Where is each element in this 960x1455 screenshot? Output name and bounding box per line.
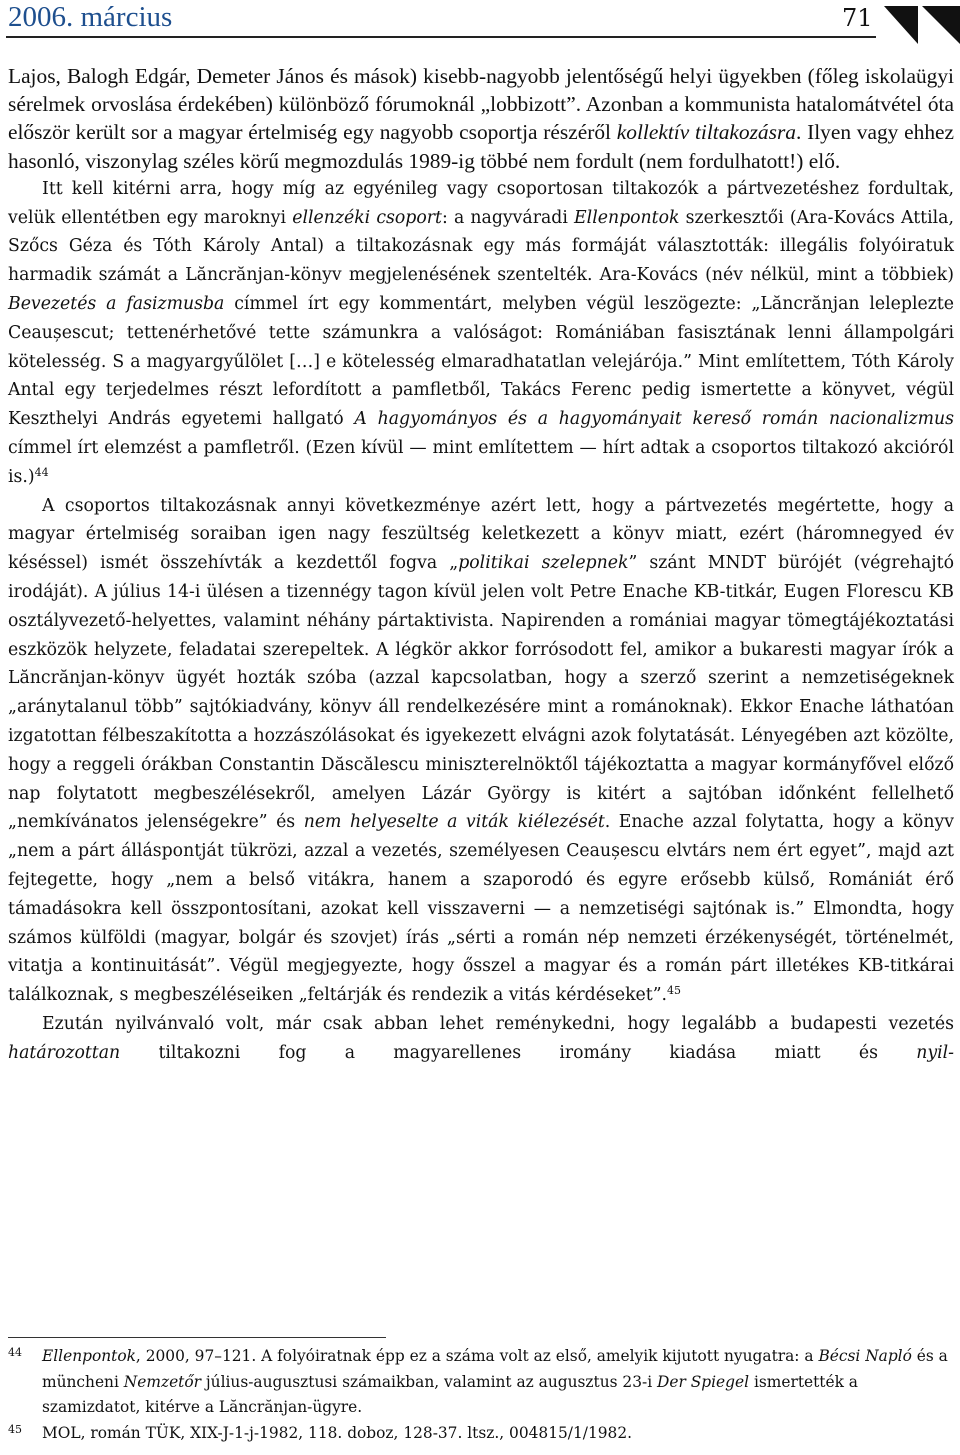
text: címmel írt egy kommentárt, melyben végül leszögezte: „Lăncrănjan leleplezte Ceaușescut; tettenérhetővé tette számunkra a valóságot: Romániában fasisztának lenni állampolgári kötelesség. S a magyargyűlölet […] e kötelesség elmaradhatatlan velejárója.” Mint említettem, Tóth Károly Antal egy terjedelmes részt lefordított a pamfletből, Takács Ferenc pedig ismertette a könyvet, végül Keszthelyi András egyetemi hallgató	[8, 294, 954, 430]
emphasis: határozottan	[8, 1042, 121, 1063]
emphasis: A hagyományos és a hagyományait kereső román nacionalizmus	[354, 409, 954, 430]
text: . Ilyen vagy ehhez hasonló, viszonylag széles körű megmozdulás 1989-ig többé nem fordult (nem fordulhatott!) elő.	[8, 120, 955, 173]
paragraph-4	[8, 1010, 954, 1068]
footnote-44	[8, 1344, 954, 1421]
running-header	[6, 0, 960, 48]
text: tiltakozni fog a magyarellenes iromány kiadása miatt és	[120, 1042, 917, 1063]
emphasis: kollektív tiltakozásra	[616, 120, 796, 145]
main-text	[8, 62, 954, 1068]
footnote-number: 44	[8, 1346, 22, 1359]
text: július-augusztusi számaikban, valamint az augusztus 23-i	[201, 1372, 658, 1391]
footnote-rule	[8, 1337, 386, 1338]
text: Lajos, Balogh Edgár, Demeter János és mások) kisebb-nagyobb jelentőségű helyi ügyekben (főleg iskolaügyi sérelmek orvoslása érdekében) különböző fórumoknál „lobbizott”. Azonban a kommunista hatalomátvétel óta először került sor a magyar értelmiség egy nagyobb csoportja részéről	[8, 64, 954, 145]
emphasis: Bevezetés a fasizmusba	[8, 294, 225, 314]
header-rule	[6, 36, 876, 38]
text: : a nagyváradi	[441, 207, 575, 228]
paragraph-2	[8, 175, 954, 492]
text: ismertették a szamizdatot, kitérve a Lăncrănjan-ügyre.	[42, 1372, 858, 1416]
emphasis: nyil-	[916, 1042, 954, 1063]
text: Itt kell kitérni arra, hogy míg az egyénileg vagy csoportosan tiltakozók a pártvezetéshez fordultak, velük ellentétben egy maroknyi	[8, 178, 954, 228]
text: címmel írt elemzést a pamfletről. (Ezen kívül — mint említettem — hírt adtak a csoportos tiltakozó akcióról is.)	[8, 437, 954, 487]
emphasis: Der Spiegel	[657, 1372, 750, 1391]
text: ” szánt MNDT bürójét (végrehajtó irodáját). A július 14-i ülésen a tizennégy tagon kívül jelen volt Petre Enache KB-titkár, Eugen Florescu KB osztályvezető-helyettes, valamint néhány pártaktivista. Napirenden a romániai magyar tömegtájékoztatási eszközök helyzete, feladatai szerepeltek. A légkör akkor forrósodott fel, amikor a bukaresti magyar írók a Lăncrănjan-könyv ügyét hozták szóba (azzal kapcsolatban, hogy a szerző szerint a nemzetiségeknek „aránytalanul több” sajtókiadvány, könyv áll rendelkezésére mint a románoknak). Ekkor Enache láthatóan izgatottan félbeszakította a hozzászólásokat és igyekezett elvágni azok folytatását. Lényegében azt közölte, hogy a reggeli órákban Constantin Dăscălescu miniszterelnöktől tájékoztatta a magyar kormányfővel előző nap folytatott megbeszélésekről, amelyen Lázár György is kitért a sajtóban időnként fellelhető „nemkívánatos jelenségekre” és	[8, 553, 954, 833]
emphasis: Ellenpontok	[574, 207, 680, 228]
footnote-45	[8, 1421, 954, 1447]
text: , 2000, 97–121. A folyóiratnak épp ez a száma volt az első, amelyik kijutott nyugatra: a	[135, 1347, 819, 1365]
text: Ezután nyilvánvaló volt, már csak abban lehet reménykedni, hogy legalább a budapesti vezetés	[42, 1013, 954, 1034]
emphasis: Ellenpontok	[42, 1347, 136, 1365]
emphasis: Bécsi Napló	[818, 1347, 912, 1365]
page-number: 71	[842, 4, 873, 32]
text: MOL, román TÜK, XIX-J-1-j-1982, 118. doboz, 128-37. ltsz., 004815/1/1982.	[42, 1423, 633, 1442]
footnote-ref-45[interactable]: 45	[667, 984, 682, 998]
emphasis: ellenzéki csoport	[292, 207, 442, 228]
emphasis: politikai szelepnek	[458, 553, 629, 574]
text: és a müncheni	[42, 1347, 948, 1391]
text: A csoportos tiltakozásnak annyi következménye azért lett, hogy a pártvezetés megértette, hogy a magyar értelmiség soraiban igen nagy feszültség keletkezett a könyv miatt, ezért (háromnegyed év késéssel) ismét összehívták a kezdettől fogva „	[8, 495, 954, 574]
text: szerkesztői (Ara-Kovács Attila, Szőcs Géza és Tóth Károly Antal) a tiltakozásnak egy más formáját választották: illegális folyóiratuk harmadik számát a Lăncrănjan-könyv megjelenésének szentelték. Ara-Kovács (név nélkül, mint a többiek)	[8, 207, 954, 286]
double-chevron-logo-icon	[884, 6, 960, 44]
emphasis: Nemzetőr	[123, 1372, 201, 1391]
emphasis: nem helyeselte a viták kiélezését	[303, 812, 605, 833]
footnote-number: 45	[8, 1422, 22, 1436]
footnote-ref-44[interactable]: 44	[34, 465, 49, 479]
text: . Enache azzal folytatta, hogy a könyv „nem a párt álláspontját tükrözi, azzal a vezetés, személyesen Ceaușescu elvtárs nem ért egyet”, majd azt fejtegette, hogy „nem a belső vitákra, hanem a szaporodó és egyre erősebb külső, Romániát érő támadásokra kell összpontosítani, azokat kell visszaverni — a nemzetiségi sajtónak is.” Elmondta, hogy számos külföldi (magyar, bolgár és szovjet) írás „sérti a román nép nemzeti érzékenységét, történelmét, vitatja a kontinuitását”. Végül megjegyezte, hogy ősszel a magyar és a román párt illetékes KB-titkárai találkoznak, s megbeszéléseiken „feltárják és rendezik a vitás kérdéseket”.	[8, 812, 954, 1006]
paragraph-1	[8, 62, 954, 175]
issue-date: 2006. március	[8, 1, 173, 33]
footnotes	[8, 1344, 954, 1446]
paragraph-3	[8, 492, 954, 1010]
